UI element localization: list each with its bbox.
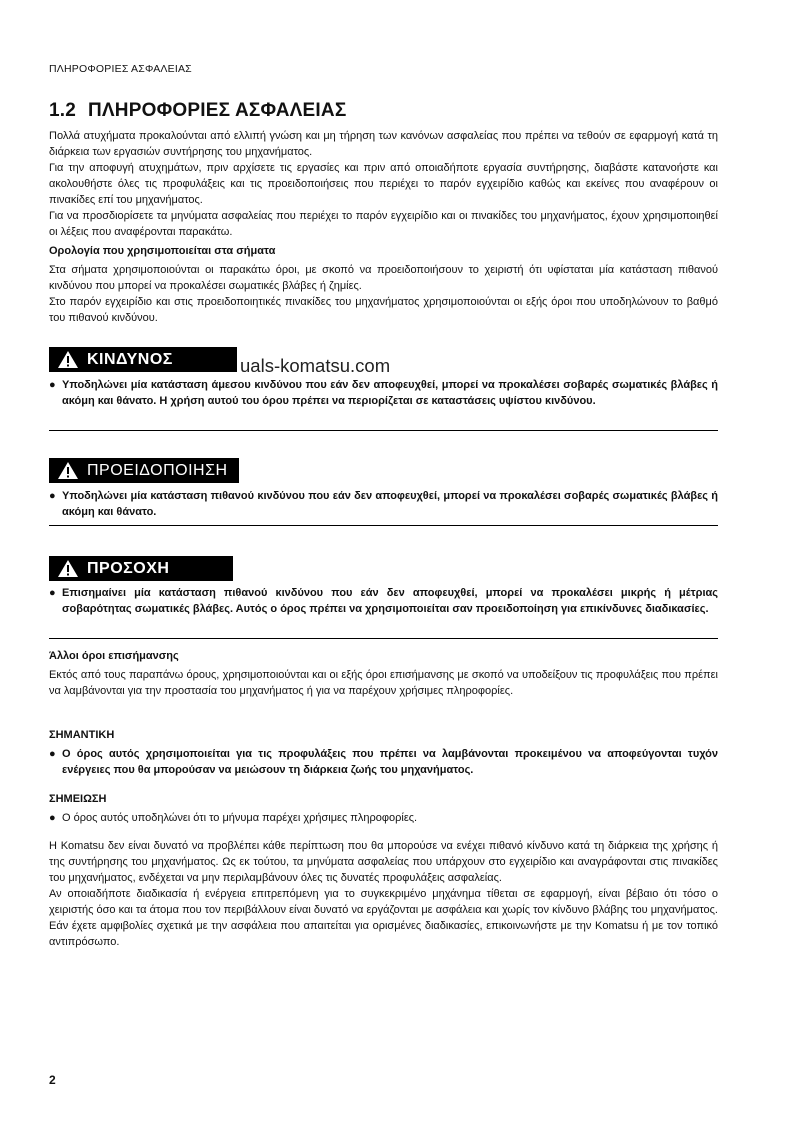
intro-paragraph-3: Για να προσδιορίσετε τα μηνύματα ασφαλείας που περιέχει το παρόν εγχειρίδιο και οι πινακίδες του μηχανήματος, έχουν χρησιμοποιηθεί οι λέξεις που αναφέρονται παρακάτω. <box>49 210 718 238</box>
terminology-paragraph-1: Στα σήματα χρησιμοποιούνται οι παρακάτω όροι, με σκοπό να προειδοποιήσουν το χειριστή ότι υφίσταται μία κατάσταση πιθανού κινδύνου που μπορεί να προκαλέσει σωματικές βλάβες ή ζημίες. <box>49 264 718 292</box>
bullet-dot: ● <box>49 748 56 760</box>
intro-paragraph-1: Πολλά ατυχήματα προκαλούνται από ελλιπή γνώση και μη τήρηση των κανόνων ασφαλείας που πρέπει να τεθούν σε εφαρμογή κατά τη διάρκεια των εργασιών συντήρησης του μηχανήματος. <box>49 130 718 158</box>
danger-text: Υποδηλώνει μία κατάσταση άμεσου κινδύνου που εάν δεν αποφευχθεί, μπορεί να προκαλέσει σοβαρές σωματικές βλάβες ή ακόμη και θάνατο. Η χρήση αυτού του όρου πρέπει να περιορίζεται σε καταστάσεις υψίστου κινδύνου. <box>62 379 718 407</box>
section-title-text: ΠΛΗΡΟΦΟΡΙΕΣ ΑΣΦΑΛΕΙΑΣ <box>88 100 347 121</box>
closing-paragraph-2: Αν οποιαδήποτε διαδικασία ή ενέργεια επιτρεπόμενη για το συγκεκριμένο μηχάνημα τίθεται σε εφαρμογή, είναι βέβαιο ότι τόσο ο χειριστής όσο και τα άτομα που τον περιβάλλουν είναι δυνατό να εργάζονται με ασφάλεια και χωρίς τον κίνδυνο βλάβης του μηχανήματος. Εάν έχετε αμφιβολίες σχετικά με την ασφάλεια που απαιτείται για ορισμένες διαδικασίες, επικοινωνήστε με την Komatsu ή με τον τοπικό αντιπρόσωπο. <box>49 888 718 948</box>
warning-triangle-icon <box>57 461 79 480</box>
page-number: 2 <box>49 1073 56 1087</box>
bullet-dot: ● <box>49 587 56 599</box>
note-text: Ο όρος αυτός υποδηλώνει ότι το μήνυμα παρέχει χρήσιμες πληροφορίες. <box>62 812 418 824</box>
warning-banner <box>49 458 239 483</box>
warning-text: Υποδηλώνει μία κατάσταση πιθανού κινδύνου που εάν δεν αποφευχθεί, μπορεί να προκαλέσει σοβαρές σωματικές βλάβες ή ακόμη και θάνατο. <box>62 490 718 518</box>
terminology-paragraph-2: Στο παρόν εγχειρίδιο και στις προειδοποιητικές πινακίδες του μηχανήματος χρησιμοποιούνται οι εξής όροι που υποδηλώνουν το βαθμό του πιθανού κινδύνου. <box>49 296 718 324</box>
terminology-heading: Ορολογία που χρησιμοποιείται στα σήματα <box>49 245 276 257</box>
intro-paragraph-2: Για την αποφυγή ατυχημάτων, πριν αρχίσετε τις εργασίες και πριν από οποιαδήποτε εργασία συντήρησης, διαβάστε κατανοήστε και ακολουθήστε όλες τις προφυλάξεις και τις προειδοποιήσεις που περιέχει το παρόν εγχειρίδιο καθώς και εκείνες που αναφέρουν οι πινακίδες επί του μηχανήματος. <box>49 162 718 206</box>
note-heading: ΣΗΜΕΙΩΣΗ <box>49 793 107 805</box>
warning-divider <box>49 525 718 526</box>
danger-banner <box>49 347 237 372</box>
bullet-dot: ● <box>49 379 56 391</box>
other-terms-heading: Άλλοι όροι επισήμανσης <box>49 650 179 662</box>
closing-paragraph-1: Η Komatsu δεν είναι δυνατό να προβλέπει κάθε περίπτωση που θα μπορούσε να ενέχει πιθανό κίνδυνο κατά τη διάρκεια της χρήσης ή της συντήρησης του μηχανήματος. Ως εκ τούτου, τα μηνύματα ασφαλείας που υπάρχουν στο εγχειρίδιο και αναγράφονται στις πινακίδες του μηχανήματος, ενδέχεται να μην περιλαμβάνουν όλες τις δυνατές προφυλάξεις ασφαλείας. <box>49 840 718 884</box>
warning-triangle-icon <box>57 559 79 578</box>
warning-label: ΠΡΟΕΙΔΟΠΟΙΗΣΗ <box>87 461 228 479</box>
caution-banner <box>49 556 233 581</box>
danger-divider <box>49 430 718 431</box>
important-description <box>49 746 718 778</box>
terminology-text <box>49 262 718 326</box>
caution-divider <box>49 638 718 639</box>
intro-text <box>49 128 718 240</box>
section-title <box>49 100 346 122</box>
danger-description <box>49 377 718 409</box>
note-description <box>49 810 718 826</box>
watermark-text: uals-komatsu.com <box>240 355 391 376</box>
important-heading: ΣΗΜΑΝΤΙΚΗ <box>49 729 115 741</box>
warning-description <box>49 488 718 520</box>
caution-label: ΠΡΟΣΟΧΗ <box>87 559 170 577</box>
important-text: Ο όρος αυτός χρησιμοποιείται για τις προφυλάξεις που πρέπει να λαμβάνονται προκειμένου να αποφεύγονται τυχόν ενέργειες που θα μπορούσαν να μειώσουν τη διάρκεια ζωής του μηχανήματος. <box>62 748 718 776</box>
caution-text: Επισημαίνει μία κατάσταση πιθανού κινδύνου που εάν δεν αποφευχθεί, μπορεί να προκαλέσει μικρής ή μέτριας σοβαρότητας σωματικές βλάβες. Αυτός ο όρος πρέπει να χρησιμοποιείται σαν προειδοποίηση για επικίνδυνες διαδικασίες. <box>62 587 718 615</box>
bullet-dot: ● <box>49 812 56 824</box>
running-header: ΠΛΗΡΟΦΟΡΙΕΣ ΑΣΦΑΛΕΙΑΣ <box>49 63 192 75</box>
danger-label: ΚΙΝΔΥΝΟΣ <box>87 350 173 368</box>
caution-description <box>49 585 718 617</box>
other-terms-text: Εκτός από τους παραπάνω όρους, χρησιμοποιούνται και οι εξής όροι επισήμανσης με σκοπό να υποδείξουν τις προφυλάξεις που πρέπει να λαμβάνονται για την προστασία του μηχανήματος ή για να παρέχουν χρήσιμες πληροφορίες. <box>49 669 718 697</box>
closing-text <box>49 838 718 950</box>
section-number: 1.2 <box>49 100 77 121</box>
bullet-dot: ● <box>49 490 56 502</box>
warning-triangle-icon <box>57 350 79 369</box>
